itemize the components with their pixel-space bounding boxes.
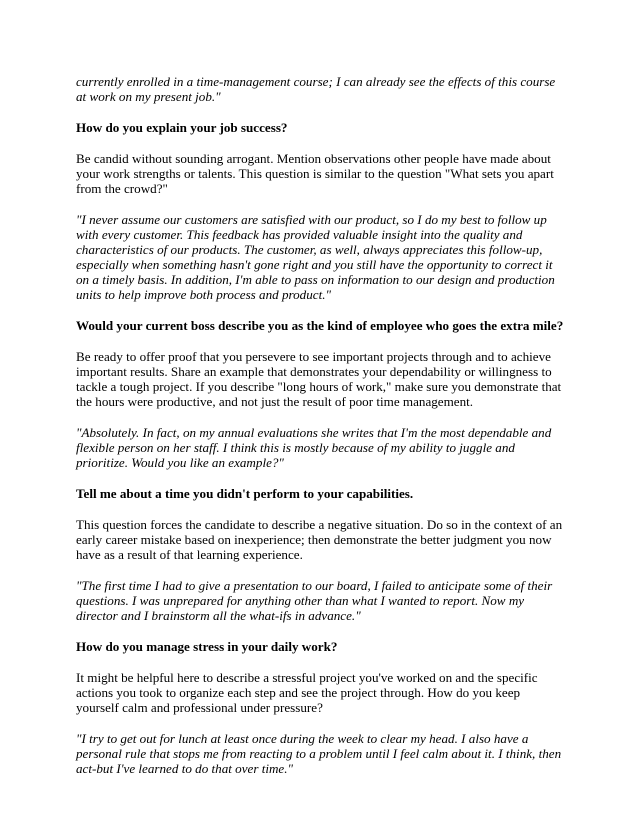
advice-text: This question forces the candidate to describe a negative situation. Do so in the context of an early career mistake based on inexperience; then demonstrate the better judgment you now have as a result of that learning experience. bbox=[76, 517, 563, 562]
question-heading: How do you manage stress in your daily work? bbox=[76, 639, 338, 654]
answer-text: "I never assume our customers are satisfied with our product, so I do my best to follow up with every customer. This feedback has provided valuable insight into the quality and characteristics of our products. The customer, as well, always appreciates this follow-up, especially when something hasn't gone right and you still have the opportunity to correct it on a timely basis. In addition, I'm able to pass on information to our design and production units to help improve both process and product." bbox=[76, 212, 555, 302]
answer-text: "I try to get out for lunch at least once during the week to clear my head. I also have a personal rule that stops me from reacting to a problem until I feel calm about it. I think, then act-but I've learned to do that over time." bbox=[76, 731, 562, 776]
answer-text: currently enrolled in a time-management course; I can already see the effects of this course at work on my present job." bbox=[76, 74, 556, 104]
document-page bbox=[76, 74, 566, 792]
question-heading: Tell me about a time you didn't perform to your capabilities. bbox=[76, 486, 414, 501]
answer-text: "The first time I had to give a presentation to our board, I failed to anticipate some of their questions. I was unprepared for anything other than what I wanted to report. Now my director and I brainstorm all the what-ifs in advance." bbox=[76, 578, 553, 623]
question-heading: Would your current boss describe you as the kind of employee who goes the extra mile? bbox=[76, 318, 564, 333]
advice-text: Be candid without sounding arrogant. Mention observations other people have made about your work strengths or talents. This question is similar to the question "What sets you apart from the crowd?" bbox=[76, 151, 554, 196]
answer-text: "Absolutely. In fact, on my annual evaluations she writes that I'm the most dependable and flexible person on her staff. I think this is mostly because of my ability to juggle and prioritize. Would you like an example?" bbox=[76, 425, 552, 470]
advice-text: It might be helpful here to describe a stressful project you've worked on and the specific actions you took to organize each step and see the project through. How do you keep yourself calm and professional under pressure? bbox=[76, 670, 538, 715]
question-heading: How do you explain your job success? bbox=[76, 120, 288, 135]
advice-text: Be ready to offer proof that you persevere to see important projects through and to achieve important results. Share an example that demonstrates your dependability or willingness to tackle a tough project. If you describe "long hours of work," make sure you demonstrate that the hours were productive, and not just the result of poor time management. bbox=[76, 349, 562, 409]
